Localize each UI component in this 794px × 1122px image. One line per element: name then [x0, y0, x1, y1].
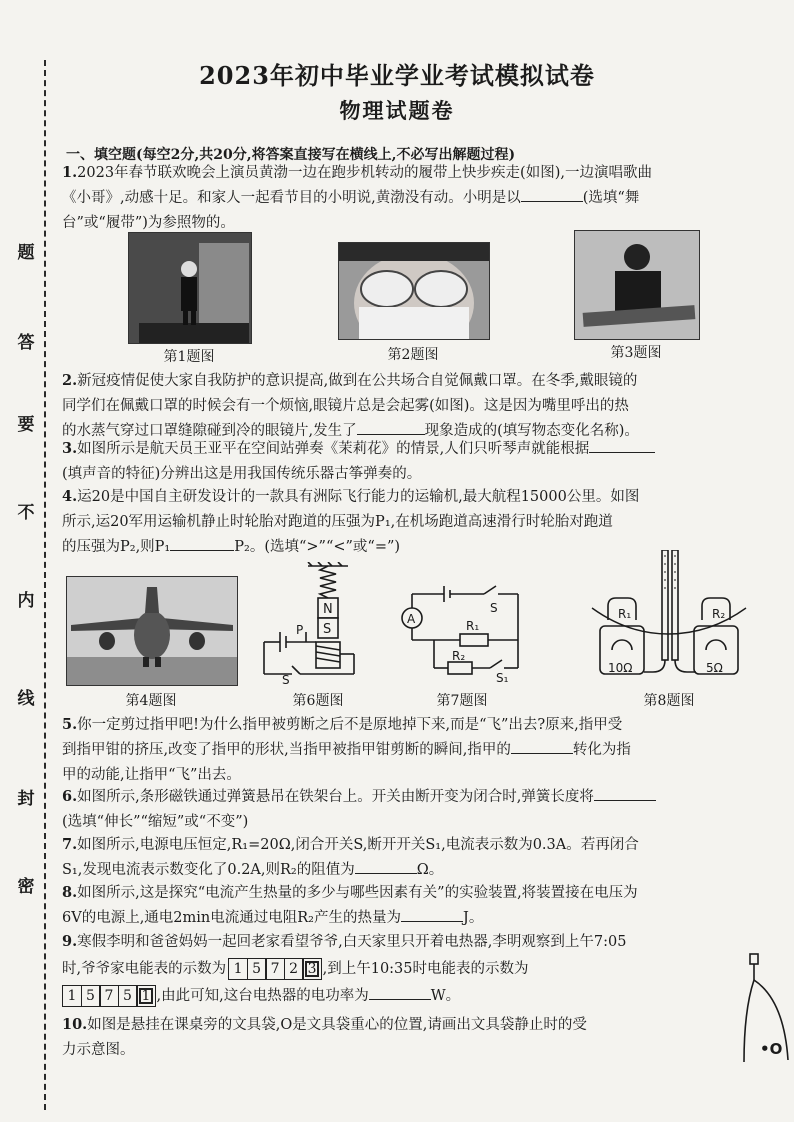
figure-caption: 第4题图 [125, 693, 177, 709]
question-text: 台”或“履带”)为参照物的。 [62, 215, 235, 231]
switch-s-label: S [490, 601, 498, 615]
figure-caption: 第8题图 [643, 693, 695, 709]
margin-char: 要 [17, 415, 35, 435]
question-7 [62, 832, 774, 883]
margin-char: 密 [17, 877, 35, 897]
question-number: 4. [62, 488, 78, 505]
question-text: 力示意图。 [62, 1042, 135, 1058]
answer-blank[interactable] [369, 985, 431, 1000]
r1-label: R₁ [618, 607, 632, 621]
exam-subtitle: 物理试题卷 [339, 98, 455, 123]
question-text: 转化为指 [572, 742, 631, 758]
energy-meter-reading-1: 1 5 7 2 3 [228, 958, 321, 980]
question-text: 《小哥》,动感十足。和家人一起看节目的小明说,黄渤没有动。小明是以 [62, 190, 521, 206]
r1-label: R₁ [466, 619, 480, 633]
question-3 [62, 436, 774, 487]
question-text: (选填“舞 [582, 190, 640, 206]
question-text: 寒假李明和爸爸妈妈一起回老家看望爷爷,白天家里只开着电热器,李明观察到上午7:05 [77, 934, 627, 950]
question-text: 时,爷爷家电能表的示数为 [62, 961, 227, 977]
question-text: 如图所示是航天员王亚平在空间站弹奏《茉莉花》的情景,人们只听琴声就能根据 [77, 441, 590, 457]
question-text: ,由此可知,这台电热器的电功率为 [156, 988, 369, 1004]
question-number: 10. [62, 1016, 88, 1033]
slider-p-label: P [296, 623, 304, 637]
energy-meter-reading-2: 1 5 7 5 1 [62, 985, 155, 1007]
question-number: 8. [62, 884, 78, 901]
section-heading: 一、填空题(每空2分,共20分,将答案直接写在横线上,不必写出解题过程) [66, 147, 516, 163]
margin-char: 答 [17, 333, 35, 353]
figure-caption: 第2题图 [387, 347, 439, 363]
margin-char: 封 [17, 789, 35, 809]
fig7-ammeter-circuit [398, 582, 526, 684]
question-text: 你一定剪过指甲吧!为什么指甲被剪断之后不是原地掉下来,而是“飞”出去?原来,指甲受 [77, 717, 623, 733]
question-text: (填声音的特征)分辨出这是用我国传统乐器古筝弹奏的。 [62, 466, 422, 482]
question-text: 如图是悬挂在课桌旁的文具袋,O是文具袋重心的位置,请画出文具袋静止时的受 [87, 1017, 587, 1033]
question-text: 6V的电源上,通电2min电流通过电阻R₂产生的热量为 [62, 910, 401, 926]
question-number: 5. [62, 716, 78, 733]
figure-caption: 第1题图 [163, 349, 215, 365]
answer-blank[interactable] [401, 907, 463, 922]
binding-margin [0, 0, 52, 1122]
question-text: J。 [463, 910, 484, 926]
figure-caption: 第7题图 [436, 693, 488, 709]
question-text: 同学们在佩戴口罩的时候会有一个烦恼,眼镜片总是会起雾(如图)。这是因为嘴里呼出的热 [62, 398, 629, 414]
question-4 [62, 484, 774, 560]
question-text: S₁,发现电流表示数变化了0.2A,则R₂的阻值为 [62, 862, 355, 878]
answer-blank[interactable] [589, 438, 655, 453]
fig1-photo-treadmill [128, 232, 252, 344]
margin-char: 题 [17, 243, 35, 263]
binding-dashed-line [44, 60, 46, 1110]
question-6 [62, 784, 774, 835]
margin-char: 内 [17, 591, 35, 611]
answer-blank[interactable] [511, 739, 573, 754]
question-5 [62, 712, 774, 788]
question-1 [62, 160, 774, 236]
fig6-magnet-spring-circuit [256, 562, 380, 684]
r2-value-label: 5Ω [706, 661, 723, 675]
magnet-s-label: S [323, 622, 332, 637]
answer-blank[interactable] [521, 187, 583, 202]
answer-blank[interactable] [357, 420, 425, 435]
question-text: W。 [430, 988, 461, 1004]
figure-caption: 第3题图 [610, 345, 662, 361]
r1-value-label: 10Ω [608, 661, 633, 675]
question-text: 新冠疫情促使大家自我防护的意识提高,做到在公共场合自觉佩戴口罩。在冬季,戴眼镜的 [77, 373, 638, 389]
question-8 [62, 880, 774, 931]
question-text: 的压强为P₂,则P₁ [62, 539, 171, 555]
ammeter-a-label: A [407, 612, 416, 626]
switch-s1-label: S₁ [496, 671, 509, 684]
question-text: Ω。 [416, 862, 444, 878]
exam-title: 2023年初中毕业学业考试模拟试卷 [199, 61, 595, 90]
fig4-photo-y20-aircraft [66, 576, 238, 686]
question-text: 所示,运20军用运输机静止时轮胎对跑道的压强为P₁,在机场跑道高速滑行时轮胎对跑道 [62, 514, 613, 530]
answer-blank[interactable] [170, 536, 234, 551]
fig8-joule-heating-apparatus [588, 550, 750, 684]
fig10-stationery-bag [730, 950, 790, 1070]
magnet-n-label: N [323, 602, 333, 617]
question-text: 到指甲钳的挤压,改变了指甲的形状,当指甲被指甲钳剪断的瞬间,指甲的 [62, 742, 511, 758]
question-number: 1. [62, 164, 78, 181]
fig2-photo-fogged-glasses [338, 242, 490, 340]
question-text: P₂。(选填“>”“<”或“=”) [234, 539, 401, 555]
question-number: 2. [62, 372, 78, 389]
question-text: 现象造成的(填写物态变化名称)。 [424, 423, 639, 439]
question-9 [62, 928, 774, 1010]
r2-label: R₂ [712, 607, 726, 621]
answer-blank[interactable] [594, 786, 656, 801]
margin-char: 不 [17, 503, 35, 523]
question-10 [62, 1012, 722, 1063]
question-text: 甲的动能,让指甲“飞”出去。 [62, 767, 241, 783]
question-text: 如图所示,这是探究“电流产生热量的多少与哪些因素有关”的实验装置,将装置接在电压为 [77, 885, 638, 901]
figure-caption: 第6题图 [292, 693, 344, 709]
center-of-gravity-label: •O [760, 1040, 783, 1058]
answer-blank[interactable] [355, 859, 417, 874]
question-number: 3. [62, 440, 78, 457]
margin-char: 线 [17, 689, 35, 709]
question-text: 如图所示,电源电压恒定,R₁=20Ω,闭合开关S,断开开关S₁,电流表示数为0.3A。若再闭合 [77, 837, 639, 853]
question-number: 6. [62, 788, 78, 805]
question-number: 9. [62, 933, 78, 950]
question-text: (选填“伸长”“缩短”或“不变”) [62, 814, 249, 830]
question-2 [62, 368, 774, 444]
question-text: ,到上午10:35时电能表的示数为 [322, 961, 529, 977]
r2-label: R₂ [452, 649, 466, 663]
question-text: 运20是中国自主研发设计的一款具有洲际飞行能力的运输机,最大航程15000公里。如图 [77, 489, 640, 505]
question-text: 2023年春节联欢晚会上演员黄渤一边在跑步机转动的履带上快步疾走(如图),一边演唱歌曲 [77, 165, 652, 181]
question-number: 7. [62, 836, 78, 853]
question-text: 如图所示,条形磁铁通过弹簧悬吊在铁架台上。开关由断开变为闭合时,弹簧长度将 [77, 789, 594, 805]
switch-s-label: S [282, 673, 290, 684]
question-text: 的水蒸气穿过口罩缝隙碰到冷的眼镜片,发生了 [62, 423, 357, 439]
fig3-photo-guzheng [574, 230, 700, 340]
